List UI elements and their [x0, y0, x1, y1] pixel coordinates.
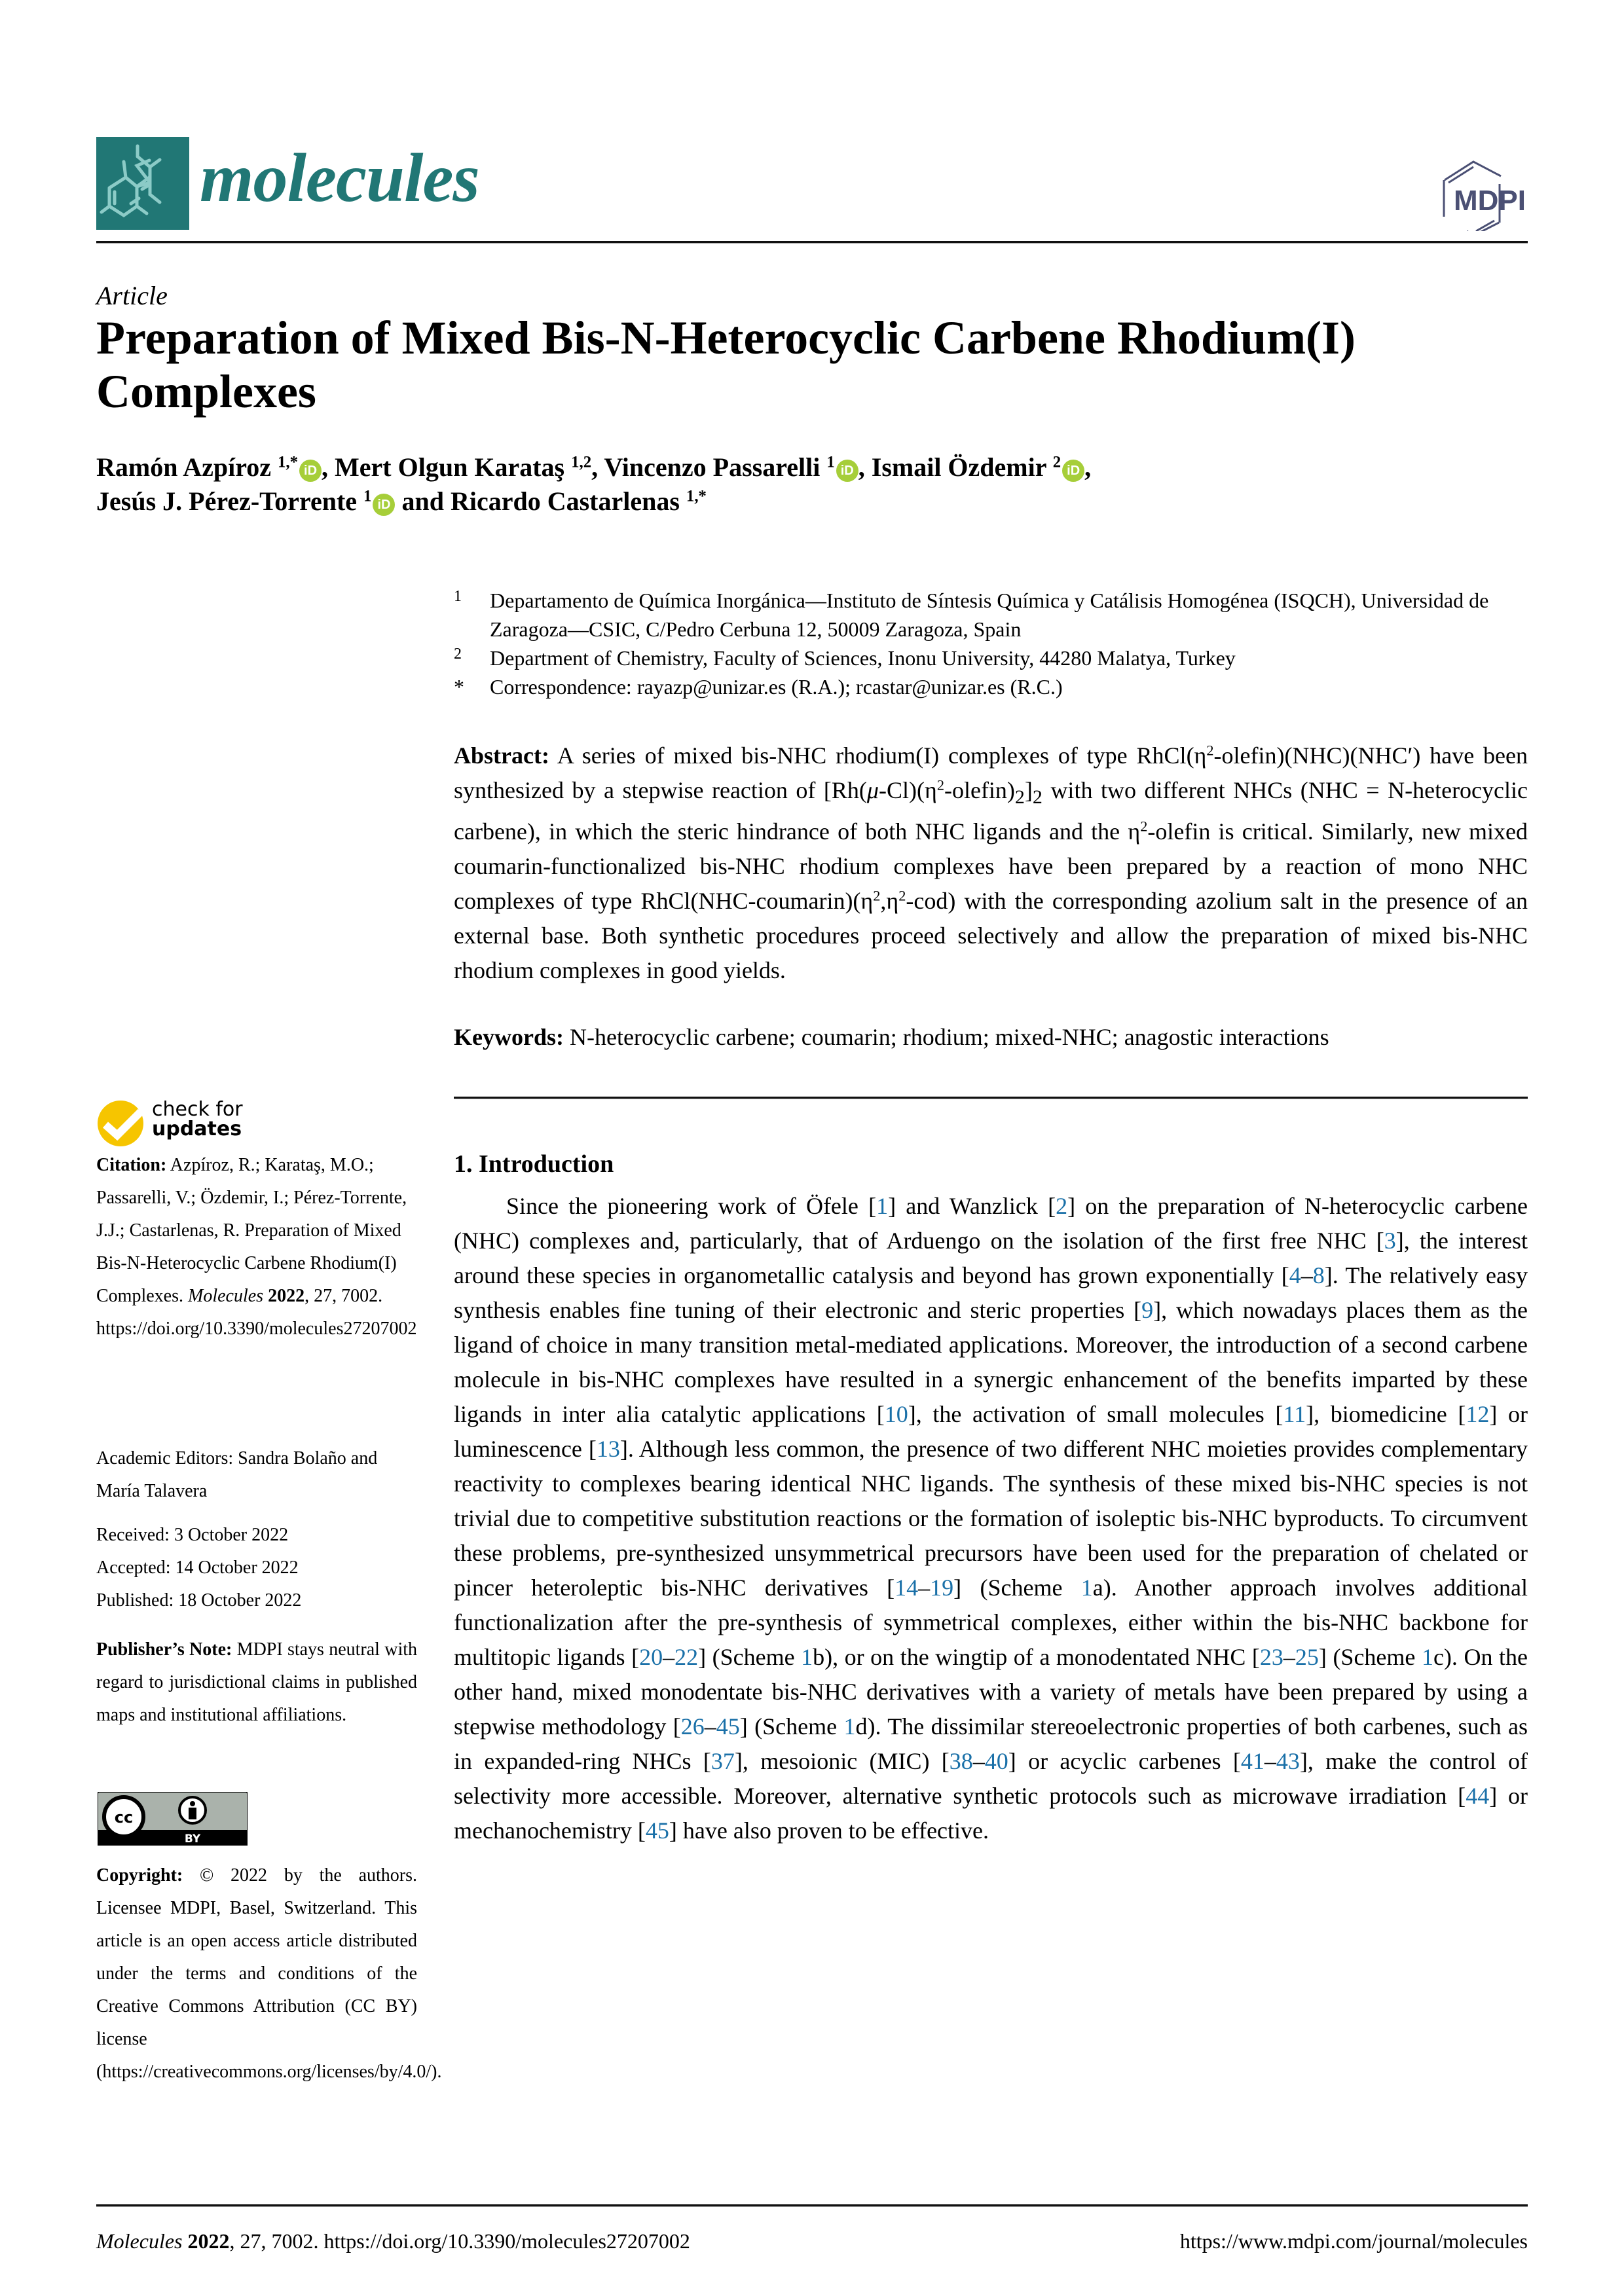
footer-journal: Molecules	[96, 2229, 183, 2253]
author-affiliation-mark: 2	[1052, 453, 1061, 471]
affiliation-text: Correspondence: rayazp@unizar.es (R.A.); rcastar@unizar.es (R.C.)	[490, 675, 1063, 699]
affiliations	[454, 586, 1534, 701]
affiliation-mark: *	[454, 675, 464, 699]
author-name: Mert Olgun Karataş	[335, 452, 572, 482]
journal-name[interactable]: molecules	[200, 139, 479, 216]
footer-citation	[96, 2229, 690, 2253]
publication-dates	[96, 1519, 417, 1617]
affiliation-item	[454, 672, 1534, 701]
footer-journal-url[interactable]: https://www.mdpi.com/journal/molecules	[1179, 2229, 1528, 2253]
check-for-updates-line1: check for	[152, 1098, 243, 1121]
reference-link[interactable]: 2	[1056, 1193, 1068, 1219]
by-label: BY	[184, 1832, 201, 1846]
affiliation-mark: 2	[454, 646, 462, 663]
author-name: Ismail Özdemir	[871, 452, 1053, 482]
section-heading: 1. Introduction	[454, 1150, 614, 1178]
orcid-icon[interactable]: iD	[1062, 460, 1084, 482]
reference-link[interactable]: 44	[1466, 1783, 1490, 1809]
reference-link[interactable]: 19	[930, 1575, 954, 1601]
reference-link[interactable]: 12	[1466, 1401, 1490, 1427]
copyright-text: © 2022 by the authors. Licensee MDPI, Basel, Switzerland. This article is an open access article distributed under the terms and conditions of the Creative Commons Attribution (CC BY) license (https://creativecommons.org/licenses/by/4.0/).	[96, 1865, 442, 2082]
author-separator: ,	[322, 452, 335, 482]
check-for-updates-line2: updates	[152, 1118, 242, 1140]
author-affiliation-mark: 1	[363, 487, 372, 505]
reference-link[interactable]: 1	[801, 1644, 813, 1670]
header-divider	[96, 241, 1528, 243]
cc-label: cc	[114, 1808, 134, 1827]
author-name: Vincenzo Passarelli	[604, 452, 827, 482]
keywords	[454, 1020, 1528, 1055]
reference-link[interactable]: 45	[645, 1817, 669, 1844]
reference-link[interactable]: 3	[1384, 1228, 1396, 1254]
orcid-icon[interactable]: iD	[299, 460, 322, 482]
reference-link[interactable]: 4	[1289, 1262, 1301, 1288]
reference-link[interactable]: 1	[1421, 1644, 1433, 1670]
check-for-updates-label[interactable]	[152, 1100, 243, 1139]
reference-link[interactable]: 25	[1295, 1644, 1319, 1670]
article-title: Preparation of Mixed Bis-N-Heterocyclic Carbene Rhodium(I) Complexes	[96, 312, 1356, 418]
affiliation-text: Departamento de Química Inorgánica—Instituto de Síntesis Química y Catálisis Homogénea (ISQCH), Universidad de Zaragoza—CSIC, C/Pedro Cerbuna 12, 50009 Zaragoza, Spain	[490, 589, 1489, 641]
publishers-note-label: Publisher’s Note:	[96, 1639, 232, 1660]
published-date: Published: 18 October 2022	[96, 1590, 302, 1611]
reference-link[interactable]: 11	[1283, 1401, 1306, 1427]
affiliation-item	[454, 644, 1534, 672]
copyright-label: Copyright:	[96, 1865, 183, 1886]
keywords-text: N-heterocyclic carbene; coumarin; rhodium; mixed-NHC; anagostic interactions	[569, 1024, 1329, 1050]
received-date: Received: 3 October 2022	[96, 1525, 289, 1545]
reference-link[interactable]: 14	[895, 1575, 919, 1601]
reference-link[interactable]: 8	[1312, 1262, 1325, 1288]
citation-text: Azpíroz, R.; Karataş, M.O.; Passarelli, V.; Özdemir, I.; Pérez-Torrente, J.J.; Castarlenas, R. Preparation of Mixed Bis-N-Heterocyclic Carbene Rhodium(I) Complexes.	[96, 1155, 407, 1306]
affiliation-text: Department of Chemistry, Faculty of Sciences, Inonu University, 44280 Malatya, Turkey	[490, 646, 1236, 670]
author-list	[96, 450, 1471, 519]
molecule-structure-icon	[96, 137, 189, 230]
reference-link[interactable]: 1	[1080, 1575, 1093, 1601]
reference-link[interactable]: 22	[674, 1644, 699, 1670]
publishers-note	[96, 1633, 417, 1732]
check-updates-icon	[96, 1097, 149, 1150]
publishers-note-text: MDPI stays neutral with regard to jurisdictional claims in published maps and institutional affiliations.	[96, 1639, 418, 1725]
abstract-label: Abstract:	[454, 742, 549, 769]
reference-link[interactable]: 38	[949, 1748, 973, 1774]
check-for-updates-button[interactable]	[96, 1097, 149, 1150]
orcid-icon[interactable]: iD	[836, 460, 858, 482]
reference-link[interactable]: 41	[1240, 1748, 1264, 1774]
reference-link[interactable]: 26	[680, 1713, 705, 1740]
author-affiliation-mark: 1,*	[686, 487, 707, 505]
affiliation-mark: 1	[454, 588, 462, 605]
journal-logo-icon[interactable]	[96, 137, 189, 230]
reference-link[interactable]: 10	[884, 1401, 908, 1427]
abstract-text: A series of mixed bis-NHC rhodium(I) complexes of type $RhCl(\eta^2-olefin)(NHC)(NHC')$ have been synthesized by a stepwise reaction of $[Rh(\mu-Cl)(\eta^2-olefin)_2]_2$ with two different NHCs (NHC = N-heterocyclic carbene), in which the steric hindrance of both NHC ligands and the $\eta^2$-olefin is critical. Similarly, new mixed coumarin-functionalized bis-NHC rhodium complexes have been prepared by a reaction of mono NHC complexes of type $RhCl(NHC-coumarin)(\eta^2,\eta^2-cod)$ with the corresponding azolium salt in the presence of an external base. Both synthetic procedures proceed selectively and allow the preparation of mixed bis-NHC rhodium complexes in good yields.	[454, 742, 1528, 984]
citation-label: Citation:	[96, 1155, 167, 1175]
citation	[96, 1149, 417, 1345]
affiliation-item	[454, 586, 1534, 644]
reference-link[interactable]: 40	[984, 1748, 1008, 1774]
academic-editors: Academic Editors: Sandra Bolaño and María Talavera	[96, 1448, 378, 1501]
author-name: Ramón Azpíroz	[96, 452, 278, 482]
mdpi-logo-icon[interactable]	[1408, 153, 1526, 231]
reference-link[interactable]: 1	[843, 1713, 856, 1740]
author-affiliation-mark: 1,2	[571, 453, 592, 471]
footer-divider	[96, 2204, 1528, 2206]
reference-link[interactable]: 9	[1141, 1297, 1154, 1323]
reference-link[interactable]: 43	[1276, 1748, 1300, 1774]
accepted-date: Accepted: 14 October 2022	[96, 1558, 299, 1578]
reference-link[interactable]: 20	[639, 1644, 663, 1670]
author-name: Jesús J. Pérez-Torrente	[96, 486, 364, 516]
article-type: Article	[96, 281, 168, 310]
footer-year: 2022	[187, 2229, 230, 2253]
abstract	[454, 738, 1528, 988]
copyright-notice	[96, 1859, 442, 2088]
reference-link[interactable]: 13	[596, 1436, 620, 1462]
mdpi-logo-text: MDPI	[1454, 185, 1526, 217]
reference-link[interactable]: 1	[876, 1193, 889, 1219]
reference-link[interactable]: 37	[710, 1748, 735, 1774]
author-separator: ,	[858, 452, 872, 482]
author-affiliation-mark: 1	[826, 453, 835, 471]
introduction-paragraph: Since the pioneering work of Öfele [1] and Wanzlick [2] on the preparation of N-heterocyclic carbene (NHC) complexes and, particularly, that of Arduengo on the isolation of the first free NHC [3], the interest around these species in organometallic catalysis and beyond has grown exponentially [4–8]. The relatively easy synthesis enables fine tuning of their electronic and steric properties [9], which nowadays places them as the ligand of choice in many transition metal-mediated applications. Moreover, the introduction of a second carbene molecule in bis-NHC complexes have resulted in a synergic enhancement of the benefits imparted by these ligands in inter alia catalytic applications [10], the activation of small molecules [11], biomedicine [12] or luminescence [13]. Although less common, the presence of two different NHC moieties provides complementary reactivity to complexes bearing identical NHC ligands. The synthesis of these mixed bis-NHC species is not trivial due to competitive substitution reactions or the formation of isoleptic bis-NHC byproducts. To circumvent these problems, pre-synthesized unsymmetrical precursors have been used for the preparation of chelated or pincer heteroleptic bis-NHC derivatives [14–19] (Scheme 1a). Another approach involves additional functionalization after the pre-synthesis of symmetrical complexes, either within the bis-NHC backbone for multitopic ligands [20–22] (Scheme 1b), or on the wingtip of a monodentated NHC [23–25] (Scheme 1c). On the other hand, mixed monodentate bis-NHC derivatives with a variety of metals have been prepared by using a stepwise methodology [26–45] (Scheme 1d). The dissimilar stereoelectronic properties of both carbenes, such as in expanded-ring NHCs [37], mesoionic (MIC) [38–40] or acyclic carbenes [41–43], make the control of selectivity more accessible. Moreover, alternative synthetic protocols such as microwave irradiation [44] or mechanochemistry [45] have also proven to be effective.	[454, 1193, 1528, 1844]
author-name: Ricardo Castarlenas	[450, 486, 686, 516]
citation-year: 2022	[268, 1286, 305, 1306]
reference-link[interactable]: 23	[1259, 1644, 1283, 1670]
author-affiliation-mark: 1,*	[278, 453, 299, 471]
footer-doi-link[interactable]: , 27, 7002. https://doi.org/10.3390/molecules27207002	[229, 2229, 690, 2253]
reference-link[interactable]: 45	[716, 1713, 740, 1740]
citation-doi[interactable]: , 27, 7002. https://doi.org/10.3390/molecules27207002	[96, 1286, 417, 1339]
author-separator: and	[395, 486, 451, 516]
cc-by-license-badge[interactable]	[98, 1792, 248, 1846]
keywords-label: Keywords:	[454, 1024, 564, 1050]
author-separator: ,	[591, 452, 604, 482]
author-separator: ,	[1084, 452, 1092, 482]
abstract-divider	[454, 1097, 1528, 1099]
orcid-icon[interactable]: iD	[373, 494, 395, 516]
citation-journal: Molecules	[188, 1286, 264, 1306]
